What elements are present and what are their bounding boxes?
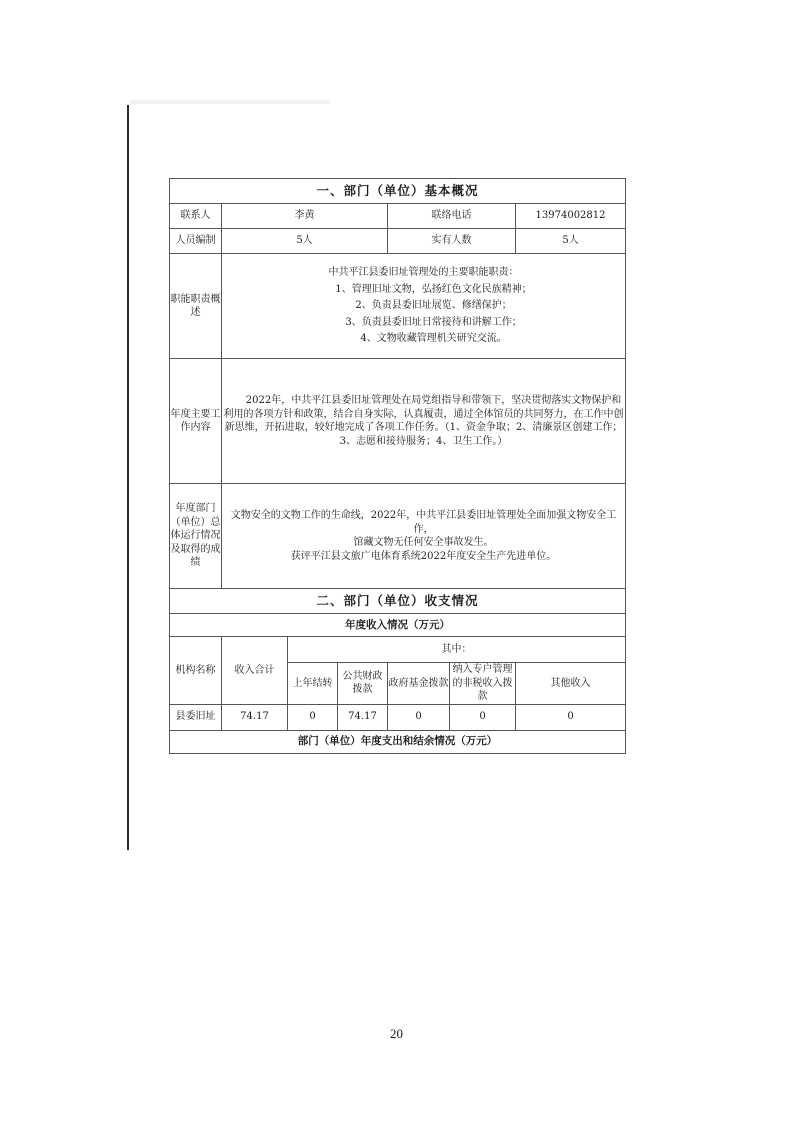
performance-line: 文物安全的文物工作的生命线，2022年，中共平江县委旧址管理处全面加强文物安全工作， [230, 510, 617, 535]
duty-item: 3、负责县委旧址日常接待和讲解工作； [345, 316, 522, 328]
other-cell: 0 [516, 704, 626, 730]
performance-line: 获评平江县文旅广电体育系统2022年度安全生产先进单位。 [290, 550, 557, 562]
gov-fund-header: 政府基金拨款 [388, 663, 450, 705]
duty-item: 1、管理旧址文物，弘扬红色文化民族精神； [335, 283, 532, 295]
carryover-cell: 0 [288, 704, 338, 730]
duty-item: 4、文物收藏管理机关研究交流。 [360, 333, 507, 345]
expense-title: 部门（单位）年度支出和结余情况（万元） [170, 730, 626, 753]
phone-label: 联络电话 [388, 204, 516, 229]
duty-label: 职能职责概述 [170, 254, 222, 359]
actual-value: 5人 [516, 229, 626, 254]
staff-value: 5人 [222, 229, 388, 254]
scan-artifact [130, 100, 330, 104]
phone-value: 13974002812 [516, 204, 626, 229]
work-label: 年度主要工作内容 [170, 359, 222, 484]
performance-line: 馆藏文物无任何安全事故发生。 [353, 537, 494, 548]
special-header: 纳入专户管理的非税收入拨款 [450, 663, 516, 705]
contact-value: 李黄 [222, 204, 388, 229]
special-cell: 0 [450, 704, 516, 730]
page-number: 20 [390, 1026, 403, 1041]
actual-label: 实有人数 [388, 229, 516, 254]
duty-content [222, 254, 626, 359]
fiscal-cell: 74.17 [338, 704, 388, 730]
duty-item: 2、负责县委旧址展览、修缮保护； [355, 300, 512, 312]
fiscal-header: 公共财政拨款 [338, 663, 388, 705]
work-content: 2022年，中共平江县委旧址管理处在局党组指导和带领下，坚决贯彻落实文物保护和利用的各项方针和政策，结合自身实际，认真履责，通过全体馆员的共同努力，在工作中创新思维，开拓进取，较好地完成了各项工作任务。（1、资金争取；2、清廉景区创建工作；3、志愿和接待服务；4、卫生工作。） [222, 359, 626, 484]
section1-title: 一、部门（单位）基本概况 [170, 179, 626, 204]
of-which-header: 其中： [288, 637, 626, 663]
gov-fund-cell: 0 [388, 704, 450, 730]
section2-title: 二、部门（单位）收支情况 [170, 589, 626, 614]
contact-label: 联系人 [170, 204, 222, 229]
carryover-header: 上年结转 [288, 663, 338, 705]
performance-content [222, 484, 626, 589]
income-title: 年度收入情况（万元） [170, 614, 626, 637]
other-header: 其他收入 [516, 663, 626, 705]
total-header: 收入合计 [222, 637, 288, 705]
table-row [170, 704, 626, 730]
staff-label: 人员编制 [170, 229, 222, 254]
binding-line [127, 105, 129, 850]
org-cell: 县委旧址 [170, 704, 222, 730]
total-cell: 74.17 [222, 704, 288, 730]
org-header: 机构名称 [170, 637, 222, 705]
performance-label: 年度部门（单位）总体运行情况及取得的成绩 [170, 484, 222, 589]
duty-intro: 中共平江县委旧址管理处的主要职能职责： [328, 267, 519, 279]
overview-table [169, 178, 626, 754]
